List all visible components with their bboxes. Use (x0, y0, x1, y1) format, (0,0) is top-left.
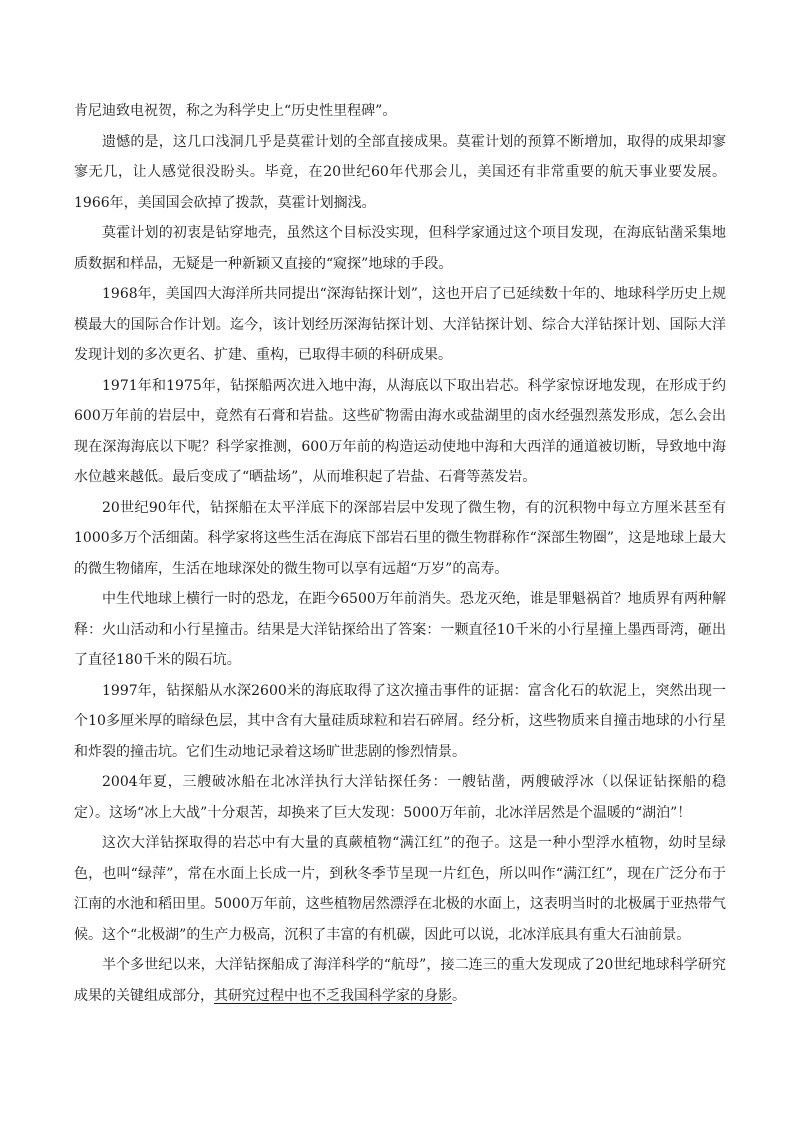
underlined-sentence: 其研究过程中也不乏我国科学家的身影 (214, 987, 452, 1004)
paragraph-10: 这次大洋钻探取得的岩芯中有大量的真蕨植物“满江红”的孢子。这是一种小型浮水植物，幼时呈绿色，也叫“绿萍”，常在水面上长成一片，到秋冬季节呈现一片红色，所以叫作“满江红”，现在广泛分布于江南的水池和稻田里。5000万年前，这些植物居然漂浮在北极的水面上，这表明当时的北极属于亚热带气候。这个“北极湖”的生产力极高，沉积了丰富的有机碳，因此可以说，北冰洋底具有重大石油前景。 (74, 835, 726, 943)
paragraph-4: 1968年，美国四大海洋所共同提出“深海钻探计划”，这也开启了已延续数十年的、地球科学历史上规模最大的国际合作计划。迄今，该计划经历深海钻探计划、大洋钻探计划、综合大洋钻探计划、国际大洋发现计划的多次更名、扩建、重构，已取得丰硕的科研成果。 (74, 286, 726, 363)
paragraph-5: 1971年和1975年，钻探船两次进入地中海，从海底以下取出岩芯。科学家惊讶地发现，在形成于约600万年前的岩层中，竟然有石膏和岩盐。这些矿物需由海水或盐湖里的卤水经强烈蒸发形成，怎么会出现在深海海底以下呢？科学家推测，600万年前的构造运动使地中海和大西洋的通道被切断，导致地中海水位越来越低。最后变成了“晒盐场”，从而堆积起了岩盐、石膏等蒸发岩。 (74, 377, 726, 485)
paragraph-11 (74, 950, 726, 1011)
paragraph-7: 中生代地球上横行一时的恐龙，在距今6500万年前消失。恐龙灭绝，谁是罪魁祸首？地质界有两种解释：火山活动和小行星撞击。结果是大洋钻探给出了答案：一颗直径10千米的小行星撞上墨西哥湾，砸出了直径180千米的陨石坑。 (74, 591, 726, 668)
paragraph-6: 20世纪90年代，钻探船在太平洋底下的深部岩层中发现了微生物，有的沉积物中每立方厘米甚至有1000多万个活细菌。科学家将这些生活在海底下部岩石里的微生物群称作“深部生物圈”，这是地球上最大的微生物储库，生活在地球深处的微生物可以享有远超“万岁”的高寿。 (74, 499, 726, 577)
paragraph-9: 2004年夏，三艘破冰船在北冰洋执行大洋钻探任务：一艘钻凿，两艘破浮冰（以保证钻探船的稳定）。这场“冰上大战”十分艰苦，却换来了巨大发现：5000万年前，北冰洋居然是个温暖的“湖泊”！ (74, 774, 726, 821)
paragraph-1: 肯尼迪致电祝贺，称之为科学史上“历史性里程碑”。 (74, 103, 397, 119)
paragraph-2: 遗憾的是，这几口浅洞几乎是莫霍计划的全部直接成果。莫霍计划的预算不断增加，取得的成果却寥寥无几，让人感觉很没盼头。毕竟，在20世纪60年代那会儿，美国还有非常重要的航天事业要发展。1966年，美国国会砍掉了拨款，莫霍计划搁浅。 (74, 133, 726, 211)
paragraph-3: 莫霍计划的初衷是钻穿地壳，虽然这个目标没实现，但科学家通过这个项目发现，在海底钻凿采集地质数据和样品，无疑是一种新颖又直接的“窥探”地球的手段。 (74, 225, 726, 272)
paragraph-11-end: 。 (452, 987, 466, 1004)
article-body (74, 96, 726, 1011)
paragraph-11-text: 半个多世纪以来，大洋钻探船成了海洋科学的“航母”，接二连三的重大发现成了20世纪地球科学研究成果的关键组成部分， (74, 957, 726, 1004)
paragraph-8: 1997年，钻探船从水深2600米的海底取得了这次撞击事件的证据：富含化石的软泥上，突然出现一个10多厘米厚的暗绿色层，其中含有大量硅质球粒和岩石碎屑。经分析，这些物质来自撞击地球的小行星和炸裂的撞击坑。它们生动地记录着这场旷世悲剧的惨烈情景。 (74, 682, 726, 760)
